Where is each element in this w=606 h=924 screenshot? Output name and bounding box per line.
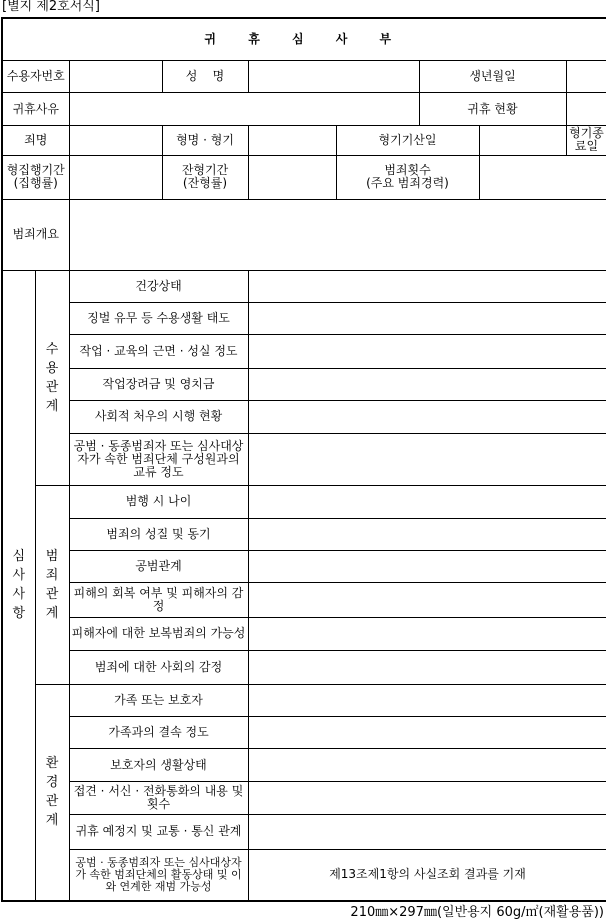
review-item-field[interactable] (248, 583, 606, 617)
review-item-field[interactable] (248, 270, 606, 302)
review-section-label: 심사사항 (2, 270, 35, 901)
review-item-label: 피해자에 대한 보복범죄의 가능성 (69, 617, 248, 650)
review-form-table (1, 17, 606, 902)
review-item-label: 범행 시 나이 (69, 486, 248, 518)
sentence-label: 형명 · 형기 (162, 125, 248, 155)
reason-field[interactable] (69, 93, 419, 125)
review-item-label: 가족과의 결속 정도 (69, 716, 248, 748)
review-item-label: 귀휴 예정지 및 교통 · 통신 관계 (69, 815, 248, 849)
remaining-label: 잔형기간 (잔형률) (162, 156, 248, 200)
group-label-custody: 수용관계 (35, 270, 69, 486)
form-title: 귀 휴 심 사 부 (2, 18, 606, 61)
summary-field[interactable] (69, 199, 606, 270)
history-label: 귀휴 현황 (419, 93, 566, 125)
review-item-field[interactable] (248, 335, 606, 368)
review-item-label: 공범 · 동종범죄자 또는 심사대상자가 속한 범죄단체의 활동상태 및 이와 연계한 재범 가능성 (69, 849, 248, 901)
review-item-field[interactable] (248, 617, 606, 650)
name-field[interactable] (248, 61, 419, 93)
review-item-label: 작업장려금 및 영치금 (69, 368, 248, 400)
birthdate-label: 생년월일 (419, 61, 566, 93)
review-item-field[interactable] (248, 518, 606, 550)
offense-field[interactable] (69, 125, 162, 155)
review-item-label: 건강상태 (69, 270, 248, 302)
review-item-label: 작업 · 교육의 근면 · 성실 정도 (69, 335, 248, 368)
served-label: 형집행기간 (집행률) (2, 156, 69, 200)
review-item-field[interactable] (248, 302, 606, 334)
reason-label: 귀휴사유 (2, 93, 69, 125)
served-field[interactable] (69, 156, 162, 200)
review-item-field[interactable] (248, 486, 606, 518)
offense-label: 죄명 (2, 125, 69, 155)
review-item-label: 보호자의 생활상태 (69, 749, 248, 781)
group-label-crime: 범죄관계 (35, 486, 69, 684)
review-item-field[interactable] (248, 815, 606, 849)
remaining-field[interactable] (248, 156, 336, 200)
review-item-label: 피해의 회복 여부 및 피해자의 감정 (69, 583, 248, 617)
review-item-label: 범죄의 성질 및 동기 (69, 518, 248, 550)
group-label-environment: 환경관계 (35, 684, 69, 901)
form-label: [별지 제2호서식] (2, 0, 100, 14)
review-item-field[interactable] (248, 651, 606, 684)
record-field[interactable] (479, 156, 606, 200)
review-item-field[interactable] (248, 401, 606, 433)
review-item-field[interactable] (248, 684, 606, 716)
birthdate-field[interactable] (566, 61, 606, 93)
start-field[interactable] (479, 125, 566, 155)
name-label: 성 명 (162, 61, 248, 93)
review-item-field[interactable] (248, 781, 606, 814)
record-label: 범죄횟수 (주요 범죄경력) (336, 156, 479, 200)
inmate-no-field[interactable] (69, 61, 162, 93)
review-item-field[interactable] (248, 550, 606, 582)
review-item-label: 접견 · 서신 · 전화통화의 내용 및 횟수 (69, 781, 248, 814)
summary-label: 범죄개요 (2, 199, 69, 270)
paper-spec: 210㎜×297㎜(일반용지 60g/㎡(재활용품)) (350, 905, 604, 920)
review-item-field[interactable] (248, 368, 606, 400)
review-item-label: 사회적 처우의 시행 현황 (69, 401, 248, 433)
review-item-field[interactable] (248, 749, 606, 781)
inmate-no-label: 수용자번호 (2, 61, 69, 93)
review-item-label: 가족 또는 보호자 (69, 684, 248, 716)
review-item-field[interactable] (248, 433, 606, 486)
end-label: 형기종료일 (566, 125, 606, 155)
review-item-field[interactable] (248, 716, 606, 748)
review-item-field[interactable]: 제13조제1항의 사실조회 결과를 기재 (248, 849, 606, 901)
start-label: 형기기산일 (336, 125, 479, 155)
review-item-label: 징벌 유무 등 수용생활 태도 (69, 302, 248, 334)
sentence-field[interactable] (248, 125, 336, 155)
review-item-label: 범죄에 대한 사회의 감정 (69, 651, 248, 684)
review-item-label: 공범관계 (69, 550, 248, 582)
history-field[interactable] (566, 93, 606, 125)
review-item-label: 공범 · 동종범죄자 또는 심사대상자가 속한 범죄단체 구성원과의 교류 정도 (69, 433, 248, 486)
